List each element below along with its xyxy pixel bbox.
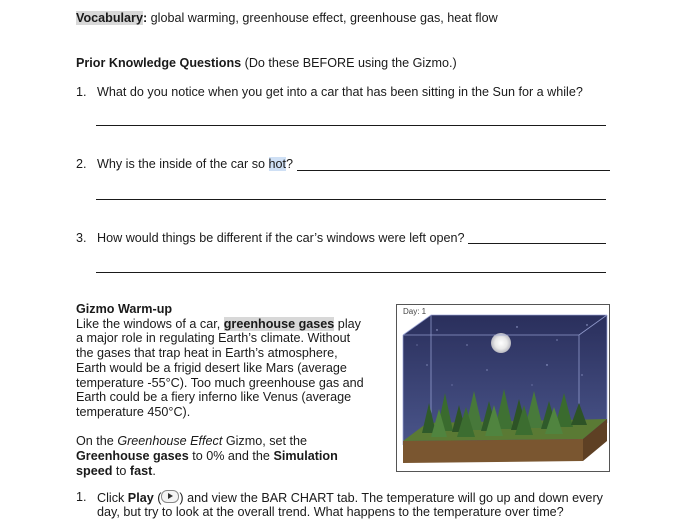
answer-line-3b[interactable] [96, 272, 606, 273]
question-2-text-start: Why is the inside of the car so [97, 157, 269, 171]
prior-knowledge-title: Prior Knowledge Questions [76, 56, 242, 70]
vocabulary-colon: : [142, 11, 148, 25]
warmup-line-3: the gases that trap heat in Earth’s atmosphere, [76, 346, 338, 361]
warmup-line-6: Earth could be a fiery inferno like Venus (average [76, 390, 352, 405]
answer-line-2b[interactable] [96, 199, 606, 200]
question-1-number: 1. [76, 85, 87, 99]
vocabulary-label: Vocabulary [76, 11, 143, 25]
selected-word: hot [268, 157, 287, 171]
step-1-line-1: Click Play ( ) and view the BAR CHART tab. The temperature will go up and down every [97, 491, 603, 505]
question-2-number: 2. [76, 157, 87, 171]
warmup-line-2: a major role in regulating Earth’s climate. Without [76, 331, 351, 346]
prior-knowledge-note: (Do these BEFORE using the Gizmo.) [241, 56, 457, 70]
greenhouse-scene-icon [397, 305, 609, 471]
greenhouse-gases-term: greenhouse gases [223, 316, 335, 331]
instruction-line-3: speed to fast. [76, 463, 156, 478]
question-2-text-end: ? [286, 157, 294, 171]
warmup-line-1: Like the windows of a car, greenhouse gases play [76, 316, 361, 331]
step-1-line-2: day, but try to look at the overall trend. What happens to the temperature over time? [97, 505, 564, 519]
vocabulary-line [76, 11, 498, 25]
answer-line-3a[interactable] [468, 243, 606, 244]
question-3-number: 3. [76, 231, 87, 245]
warmup-paragraph [76, 302, 376, 478]
answer-line-2a[interactable] [297, 170, 610, 171]
question-2-text [97, 157, 293, 171]
instruction-line-2: Greenhouse gases to 0% and the Simulation [76, 449, 338, 464]
answer-line-1[interactable] [96, 125, 606, 126]
day-label: Day: 1 [403, 307, 427, 316]
prior-knowledge-heading [76, 56, 457, 70]
instruction-line-1: On the Greenhouse Effect Gizmo, set the [76, 434, 308, 449]
warmup-line-5: temperature -55°C). Too much greenhouse gas and [76, 375, 364, 390]
warmup-line-7: temperature 450°C). [76, 404, 191, 419]
step-1-number: 1. [76, 490, 87, 504]
play-icon [161, 490, 179, 503]
question-1-text: What do you notice when you get into a car that has been sitting in the Sun for a while? [97, 85, 583, 99]
vocabulary-terms: global warming, greenhouse effect, greenhouse gas, heat flow [147, 11, 498, 25]
warmup-line-4: Earth would be a frigid desert like Mars (average [76, 360, 347, 375]
warmup-heading: Gizmo Warm-up [76, 302, 173, 316]
greenhouse-simulation-image [396, 304, 610, 472]
question-3-text: How would things be different if the car’s windows were left open? [97, 231, 465, 245]
